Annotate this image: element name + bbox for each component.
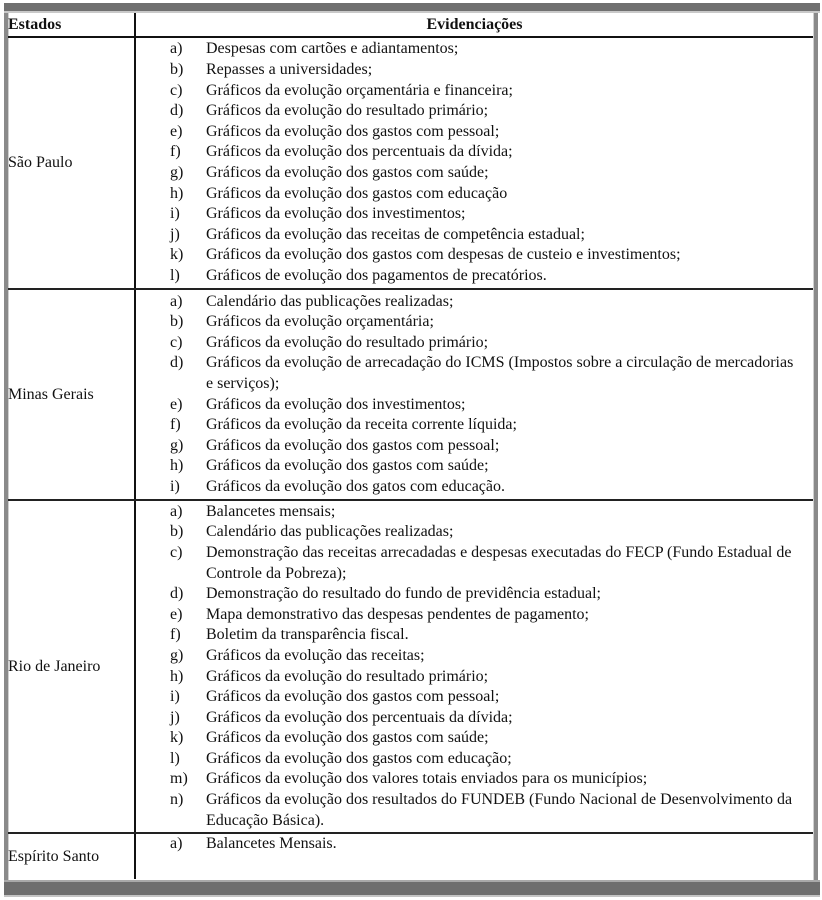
list-item (136, 395, 813, 416)
list-item (136, 266, 813, 287)
list-marker: c) (170, 81, 183, 99)
list-marker: d) (170, 354, 184, 372)
list-marker: h) (170, 184, 184, 202)
state-name: Minas Gerais (8, 289, 135, 500)
list-text: Gráficos da evolução dos investimentos; (206, 395, 466, 413)
list-text: Gráficos da evolução orçamentária; (206, 313, 434, 331)
list-item (136, 436, 813, 457)
list-marker: g) (170, 164, 184, 181)
table-row (8, 289, 813, 500)
list-marker: e) (170, 395, 183, 413)
list-text: Demonstração do resultado do fundo de previdência estadual; (206, 585, 601, 603)
list-marker: g) (170, 436, 184, 454)
list-marker: j) (170, 225, 180, 243)
list-item (136, 502, 813, 523)
list-marker: b) (170, 61, 184, 79)
list-item (136, 834, 813, 855)
list-item (136, 225, 813, 246)
list-marker: a) (170, 502, 183, 520)
list-marker: e) (170, 122, 183, 140)
list-item (136, 687, 813, 708)
evidence-list (136, 292, 813, 498)
list-item (136, 646, 813, 667)
list-marker: d) (170, 585, 184, 603)
list-marker: b) (170, 523, 184, 541)
list-item (136, 477, 813, 498)
list-text: Repasses a universidades; (206, 61, 373, 79)
list-item (136, 163, 813, 184)
list-marker: a) (170, 835, 183, 852)
list-item (136, 728, 813, 749)
list-text: Boletim da transparência fiscal. (206, 626, 409, 644)
list-marker: a) (170, 292, 183, 310)
list-text: Gráficos da evolução dos gastos com saúde; (206, 457, 489, 475)
list-text: Gráficos da evolução dos percentuais da dívida; (206, 143, 513, 161)
list-text: Gráficos da evolução dos investimentos; (206, 205, 466, 223)
list-item (136, 101, 813, 122)
list-marker: c) (170, 333, 183, 351)
list-item (136, 708, 813, 729)
list-item (136, 584, 813, 605)
frame-bottom-bar (4, 880, 820, 897)
frame-right-border (813, 13, 818, 880)
list-item (136, 60, 813, 81)
list-item (136, 333, 813, 354)
list-text: Balancetes mensais; (206, 502, 336, 520)
state-name: Espírito Santo (8, 833, 135, 879)
list-marker: j) (170, 708, 180, 726)
list-text: Calendário das publicações realizadas; (206, 523, 454, 541)
list-item (136, 245, 813, 266)
list-text: Gráficos da evolução dos gastos com pessoal; (206, 122, 500, 140)
list-text: Gráficos da evolução dos gatos com educação. (206, 477, 505, 495)
list-text: Balancetes Mensais. (206, 835, 337, 852)
table-row (8, 500, 813, 833)
list-marker: h) (170, 457, 184, 475)
list-text: Gráficos da evolução de arrecadação do ICMS (Impostos sobre a circulação de mercadorias e serviços); (206, 354, 794, 392)
list-text: Gráficos da evolução das receitas de competência estadual; (206, 225, 585, 243)
evidence-list (136, 502, 813, 832)
list-item (136, 415, 813, 436)
list-item (136, 292, 813, 313)
list-text: Gráficos da evolução do resultado primário; (206, 102, 489, 120)
list-item (136, 456, 813, 477)
list-item (136, 625, 813, 646)
list-text: Gráficos da evolução das receitas; (206, 646, 425, 664)
list-text: Gráficos da evolução do resultado primário; (206, 333, 489, 351)
list-text: Gráficos da evolução dos gastos com pessoal; (206, 436, 500, 454)
list-item (136, 522, 813, 543)
evidence-cell (135, 289, 813, 500)
list-item (136, 749, 813, 770)
list-text: Gráficos da evolução dos percentuais da dívida; (206, 708, 513, 726)
list-marker: b) (170, 313, 184, 331)
list-marker: l) (170, 749, 180, 767)
list-marker: n) (170, 791, 184, 809)
list-text: Gráficos da evolução dos gastos com saúde; (206, 729, 489, 747)
list-marker: k) (170, 246, 184, 264)
list-marker: d) (170, 102, 184, 120)
list-marker: c) (170, 543, 183, 561)
list-item (136, 667, 813, 688)
list-text: Gráficos de evolução dos pagamentos de precatórios. (206, 266, 547, 284)
list-text: Gráficos da evolução dos gastos com saúde; (206, 164, 489, 181)
list-marker: i) (170, 477, 180, 495)
list-marker: f) (170, 143, 181, 161)
state-name: Rio de Janeiro (8, 500, 135, 833)
list-item (136, 142, 813, 163)
list-marker: l) (170, 266, 180, 284)
list-marker: h) (170, 667, 184, 685)
list-item (136, 769, 813, 790)
header-evidences: Evidenciações (135, 13, 813, 37)
evidence-list (136, 834, 813, 855)
list-marker: e) (170, 605, 183, 623)
header-states: Estados (8, 13, 135, 37)
evidence-cell (135, 833, 813, 879)
list-text: Despesas com cartões e adiantamentos; (206, 40, 459, 58)
list-text: Gráficos da evolução da receita corrente líquida; (206, 416, 517, 434)
list-text: Gráficos da evolução dos gastos com educação (206, 184, 508, 202)
list-item (136, 81, 813, 102)
evidences-table (8, 13, 813, 879)
list-marker: f) (170, 416, 181, 434)
list-item (136, 204, 813, 225)
list-text: Gráficos da evolução do resultado primário; (206, 667, 489, 685)
list-marker: f) (170, 626, 181, 644)
list-marker: k) (170, 729, 184, 747)
list-item (136, 353, 813, 394)
list-marker: a) (170, 40, 183, 58)
list-item (136, 122, 813, 143)
list-item (136, 605, 813, 626)
list-text: Demonstração das receitas arrecadadas e despesas executadas do FECP (Fundo Estadual de Controle da Pobreza); (206, 543, 792, 582)
table-row (8, 833, 813, 879)
list-text: Calendário das publicações realizadas; (206, 292, 454, 310)
list-text: Mapa demonstrativo das despesas pendentes de pagamento; (206, 605, 589, 623)
list-marker: g) (170, 646, 184, 664)
list-item (136, 184, 813, 205)
list-text: Gráficos da evolução dos resultados do FUNDEB (Fundo Nacional de Desenvolvimento da Educação Básica). (206, 791, 793, 829)
table-row (8, 37, 813, 289)
evidence-list (136, 39, 813, 286)
list-text: Gráficos da evolução dos gastos com pessoal; (206, 688, 500, 706)
list-marker: m) (170, 770, 188, 788)
list-item (136, 39, 813, 60)
list-text: Gráficos da evolução dos gastos com despesas de custeio e investimentos; (206, 246, 681, 264)
list-text: Gráficos da evolução dos gastos com educação; (206, 749, 512, 767)
frame-top-bar (4, 3, 820, 13)
evidence-cell (135, 500, 813, 833)
list-item (136, 543, 813, 584)
list-marker: i) (170, 688, 180, 706)
list-text: Gráficos da evolução dos valores totais enviados para os municípios; (206, 770, 648, 788)
list-item (136, 790, 813, 831)
state-name: São Paulo (8, 37, 135, 289)
list-text: Gráficos da evolução orçamentária e financeira; (206, 81, 513, 99)
list-marker: i) (170, 205, 180, 223)
evidence-cell (135, 37, 813, 289)
header-row (8, 13, 813, 37)
list-item (136, 312, 813, 333)
